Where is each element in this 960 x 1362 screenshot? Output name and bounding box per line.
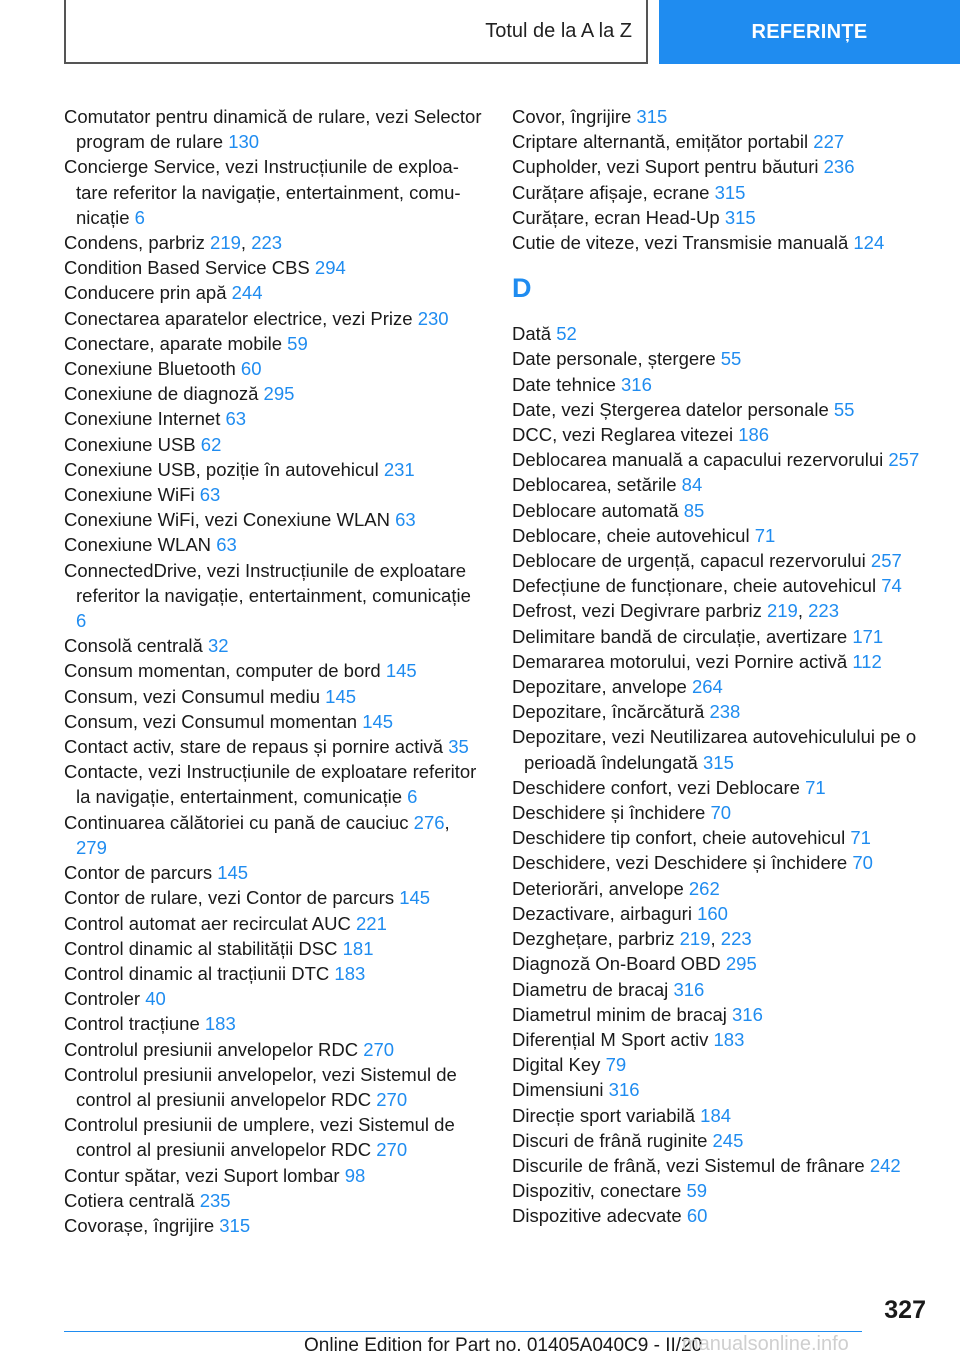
page-ref-link[interactable]: 223 bbox=[720, 928, 752, 950]
page-ref-link[interactable]: 257 bbox=[870, 550, 902, 572]
index-entry bbox=[512, 180, 932, 205]
index-entry bbox=[64, 457, 484, 482]
page-ref-link[interactable]: 316 bbox=[732, 1003, 763, 1025]
index-entry bbox=[512, 977, 932, 1002]
page-ref-link[interactable]: 230 bbox=[417, 307, 449, 329]
index-entry bbox=[64, 1011, 484, 1036]
page-ref-link[interactable]: 62 bbox=[200, 433, 222, 455]
index-entry bbox=[64, 356, 484, 381]
page-number: 327 bbox=[884, 1296, 926, 1324]
entry-term: Dezghețare, parbriz bbox=[512, 928, 675, 950]
entry-term: Consum, vezi Consumul mediu bbox=[64, 685, 321, 707]
page-ref-link[interactable]: 71 bbox=[805, 776, 826, 798]
entry-term: Covor, îngrijire bbox=[512, 106, 632, 127]
entry-term: Deblocare, cheie autovehicul bbox=[512, 524, 750, 546]
entry-term: Dimensiuni bbox=[512, 1079, 604, 1101]
entry-term: Curățare, ecran Head-Up bbox=[512, 206, 720, 228]
page-ref-link[interactable]: 183 bbox=[334, 962, 366, 984]
entry-term: Control dinamic al tracțiunii DTC bbox=[64, 962, 330, 984]
index-entry bbox=[512, 1002, 932, 1027]
entry-term: Controlul presiunii de umplere, vezi Sistemul de control al presiunii anvelopelor RDC bbox=[64, 1114, 455, 1161]
index-entry bbox=[512, 129, 932, 154]
entry-term: Diagnoză On-Board OBD bbox=[512, 953, 721, 975]
index-entry bbox=[64, 1213, 484, 1238]
index-entry bbox=[512, 775, 932, 800]
page-ref-link[interactable]: 145 bbox=[362, 710, 394, 732]
index-group-c-continued bbox=[512, 104, 932, 255]
entry-term: Contor de parcurs bbox=[64, 862, 213, 884]
index-entry bbox=[512, 472, 932, 497]
page-ref-link[interactable]: 276 bbox=[413, 811, 445, 833]
page-ref-link[interactable]: 219 bbox=[679, 928, 711, 950]
entry-term: Direcție sport variabilă bbox=[512, 1104, 696, 1126]
entry-term: Cupholder, vezi Suport pentru băuturi bbox=[512, 156, 819, 178]
entry-term: Covorașe, îngrijire bbox=[64, 1214, 215, 1236]
entry-term: Deblocarea manuală a capacului rezervorului bbox=[512, 449, 884, 471]
page-ref-link[interactable]: 55 bbox=[833, 398, 855, 420]
index-entry bbox=[512, 1077, 932, 1102]
index-entry bbox=[512, 447, 932, 472]
page-ref-link[interactable]: 238 bbox=[709, 701, 741, 723]
entry-term: Conexiune WiFi bbox=[64, 484, 195, 506]
entry-term: Conectare, aparate mobile bbox=[64, 332, 283, 354]
page-ref-link[interactable]: 235 bbox=[199, 1189, 231, 1211]
page-ref-link[interactable]: 145 bbox=[385, 660, 417, 682]
index-entry: Defrost, vezi Degivrare parbriz 219, 223 bbox=[512, 600, 840, 622]
index-entry bbox=[64, 507, 484, 532]
page-ref-link[interactable]: 270 bbox=[376, 1088, 408, 1110]
index-group-d bbox=[512, 321, 932, 1228]
page-ref-link[interactable]: 279 bbox=[76, 836, 107, 858]
entry-term: Dispozitive adecvate bbox=[512, 1205, 682, 1227]
index-entry bbox=[64, 532, 484, 557]
page-ref-link[interactable]: 181 bbox=[342, 937, 374, 959]
index-entry bbox=[512, 674, 932, 699]
page-ref-link[interactable]: 6 bbox=[76, 610, 87, 632]
entry-term: Condition Based Service CBS bbox=[64, 257, 310, 279]
page-ref-link[interactable]: 63 bbox=[199, 484, 221, 506]
page-ref-link[interactable]: 145 bbox=[217, 862, 249, 884]
index-entry bbox=[64, 911, 484, 936]
entry-term: Controlul presiunii anvelopelor RDC bbox=[64, 1038, 359, 1060]
index-entry bbox=[64, 306, 484, 331]
watermark: manualsonline.info bbox=[682, 1333, 849, 1355]
page-ref-link[interactable]: 270 bbox=[363, 1038, 395, 1060]
index-entry bbox=[64, 1112, 484, 1162]
index-entry bbox=[64, 1037, 484, 1062]
footer-divider bbox=[64, 1331, 862, 1332]
page-ref-link[interactable]: 55 bbox=[720, 348, 742, 370]
page-ref-link[interactable]: 315 bbox=[714, 181, 746, 203]
page-ref-link[interactable]: 223 bbox=[251, 232, 283, 254]
entry-term: ConnectedDrive, vezi Instrucțiunile de exploatare referitor la navigație, entertainment, comunicație bbox=[64, 559, 471, 606]
page-ref-link[interactable]: 84 bbox=[681, 474, 703, 496]
entry-term: Consum momentan, computer de bord bbox=[64, 660, 381, 682]
entry-term: Control automat aer recirculat AUC bbox=[64, 912, 351, 934]
entry-term: Conducere prin apă bbox=[64, 282, 227, 304]
entry-term: Date personale, ștergere bbox=[512, 348, 716, 370]
page-ref-link[interactable]: 219 bbox=[766, 600, 798, 622]
index-entry bbox=[512, 422, 932, 447]
index-entry bbox=[512, 1052, 932, 1077]
page-ref-link[interactable]: 186 bbox=[738, 424, 770, 446]
entry-term: Continuarea călătoriei cu pană de cauciuc bbox=[64, 811, 409, 833]
page-ref-link[interactable]: 315 bbox=[703, 751, 734, 773]
page-ref-link[interactable]: 244 bbox=[231, 282, 263, 304]
entry-term: Deblocare automată bbox=[512, 499, 679, 521]
entry-term: Dezactivare, airbaguri bbox=[512, 902, 692, 924]
entry-term: Date tehnice bbox=[512, 373, 616, 395]
page-ref-link[interactable]: 59 bbox=[287, 332, 308, 354]
page-ref-link[interactable]: 145 bbox=[399, 887, 431, 909]
page-ref-link[interactable]: 98 bbox=[344, 1164, 366, 1186]
entry-term: Comutator pentru dinamică de rulare, vezi Selector program de rulare bbox=[64, 106, 482, 153]
index-entry bbox=[512, 1103, 932, 1128]
page-ref-link[interactable]: 74 bbox=[881, 575, 902, 597]
entry-term: Conexiune USB bbox=[64, 433, 196, 455]
entry-term: Conexiune USB, poziție în autovehicul bbox=[64, 458, 379, 480]
index-entry: Condens, parbriz 219, 223 bbox=[64, 232, 283, 254]
page-ref-link[interactable]: 6 bbox=[134, 206, 145, 228]
page-ref-link[interactable]: 59 bbox=[686, 1180, 708, 1202]
entry-term: Concierge Service, vezi Instrucțiunile de exploatare referitor la navigație, entertainment, comunicație bbox=[64, 156, 461, 228]
page-ref-link[interactable]: 315 bbox=[636, 106, 668, 127]
section-letter: D bbox=[512, 273, 532, 304]
page-ref-link[interactable]: 264 bbox=[691, 676, 723, 698]
entry-term: Date, vezi Ștergerea datelor personale bbox=[512, 398, 829, 420]
page-ref-link[interactable]: 79 bbox=[605, 1054, 627, 1076]
entry-term: Conexiune WiFi, vezi Conexiune WLAN bbox=[64, 509, 390, 531]
index-entry bbox=[512, 523, 932, 548]
entry-term: Consum, vezi Consumul momentan bbox=[64, 710, 358, 732]
entry-term: Contacte, vezi Instrucțiunile de exploatare referitor la navigație, entertainment, comunicație bbox=[64, 761, 477, 808]
page-ref-link[interactable]: 242 bbox=[869, 1154, 901, 1176]
entry-term: Depozitare, vezi Neutilizarea autovehiculului pe o perioadă îndelungată bbox=[512, 726, 917, 773]
entry-term: Contur spătar, vezi Suport lombar bbox=[64, 1164, 340, 1186]
index-entry bbox=[512, 800, 932, 825]
entry-term: Diametru de bracaj bbox=[512, 978, 669, 1000]
entry-term: Delimitare bandă de circulație, avertizare bbox=[512, 625, 848, 647]
entry-term: Conexiune WLAN bbox=[64, 534, 212, 556]
entry-term: Discuri de frână ruginite bbox=[512, 1129, 708, 1151]
entry-term: Control dinamic al stabilității DSC bbox=[64, 937, 338, 959]
index-entry bbox=[512, 724, 932, 774]
header-section-title bbox=[64, 0, 648, 64]
entry-term: Dată bbox=[512, 323, 552, 345]
entry-term: Consolă centrală bbox=[64, 635, 203, 657]
index-entry bbox=[64, 986, 484, 1011]
index-entry bbox=[64, 936, 484, 961]
index-entry bbox=[64, 658, 484, 683]
index-entry bbox=[64, 961, 484, 986]
index-entry bbox=[512, 1153, 932, 1178]
index-entry bbox=[512, 1178, 932, 1203]
page-ref-link[interactable]: 257 bbox=[888, 449, 920, 471]
entry-term: Deschidere confort, vezi Deblocare bbox=[512, 776, 800, 798]
entry-term: Conexiune Bluetooth bbox=[64, 358, 236, 380]
page-ref-link[interactable]: 295 bbox=[263, 383, 295, 405]
index-entry bbox=[64, 432, 484, 457]
index-entry bbox=[64, 381, 484, 406]
index-entry bbox=[512, 573, 932, 598]
index-entry bbox=[64, 482, 484, 507]
entry-term: Controler bbox=[64, 988, 141, 1010]
index-entry bbox=[512, 825, 932, 850]
entry-term: Criptare alternantă, emițător portabil bbox=[512, 131, 809, 153]
page-ref-link[interactable]: 223 bbox=[808, 600, 840, 622]
index-entry bbox=[64, 1163, 484, 1188]
index-entry bbox=[512, 154, 932, 179]
page-ref-link[interactable]: 60 bbox=[686, 1205, 708, 1227]
entry-term: Digital Key bbox=[512, 1054, 601, 1076]
index-entry bbox=[512, 548, 932, 573]
page-ref-link[interactable]: 52 bbox=[556, 323, 577, 345]
entry-term: Contact activ, stare de repaus și pornire activă bbox=[64, 736, 444, 758]
index-entry bbox=[64, 406, 484, 431]
page-ref-link[interactable]: 236 bbox=[823, 156, 855, 178]
page-ref-link[interactable]: 145 bbox=[325, 685, 357, 707]
page-ref-link[interactable]: 130 bbox=[228, 131, 260, 153]
index-entry bbox=[64, 1062, 484, 1112]
index-entry bbox=[64, 1188, 484, 1213]
index-entry bbox=[64, 633, 484, 658]
entry-term: Deschidere, vezi Deschidere și închidere bbox=[512, 852, 848, 874]
page-ref-link[interactable]: 315 bbox=[724, 206, 756, 228]
entry-term: Cutie de viteze, vezi Transmisie manuală bbox=[512, 232, 849, 254]
page-ref-link[interactable]: 294 bbox=[314, 257, 346, 279]
index-entry bbox=[512, 205, 932, 230]
page-ref-link[interactable]: 171 bbox=[852, 625, 884, 647]
page-ref-link[interactable]: 316 bbox=[608, 1079, 640, 1101]
index-entry bbox=[512, 876, 932, 901]
index-entry bbox=[64, 684, 484, 709]
page-ref-link[interactable]: 227 bbox=[813, 131, 845, 153]
page-ref-link[interactable]: 262 bbox=[688, 877, 720, 899]
page-ref-link[interactable]: 316 bbox=[621, 373, 652, 395]
entry-term: Deschidere tip confort, cheie autovehicul bbox=[512, 827, 846, 849]
page-ref-link[interactable]: 63 bbox=[395, 509, 416, 531]
page-ref-link[interactable]: 245 bbox=[712, 1129, 744, 1151]
index-entry bbox=[512, 1203, 932, 1228]
index-entry bbox=[64, 154, 484, 230]
page-ref-link[interactable]: 183 bbox=[713, 1028, 745, 1050]
page-ref-link[interactable]: 184 bbox=[700, 1104, 732, 1126]
index-entry bbox=[64, 860, 484, 885]
entry-term: Deschidere și închidere bbox=[512, 802, 706, 824]
index-entry bbox=[512, 624, 932, 649]
entry-term: Contor de rulare, vezi Contor de parcurs bbox=[64, 887, 395, 909]
index-entry bbox=[512, 699, 932, 724]
page-ref-link[interactable]: 32 bbox=[207, 635, 229, 657]
page-ref-link[interactable]: 6 bbox=[407, 786, 418, 808]
entry-term: Defecțiune de funcționare, cheie autovehicul bbox=[512, 575, 877, 597]
page-ref-link[interactable]: 71 bbox=[754, 524, 776, 546]
page-ref-link[interactable]: 85 bbox=[683, 499, 705, 521]
index-column-left bbox=[64, 104, 484, 1238]
entry-term: Deblocare de urgență, capacul rezervorului bbox=[512, 550, 866, 572]
index-entry bbox=[64, 255, 484, 280]
page-ref-link[interactable]: 63 bbox=[216, 534, 237, 556]
page-ref-link[interactable]: 112 bbox=[852, 650, 882, 672]
page-ref-link[interactable]: 70 bbox=[852, 852, 873, 874]
index-entry bbox=[64, 104, 484, 154]
entry-term: Diametrul minim de bracaj bbox=[512, 1003, 727, 1025]
index-column-right bbox=[512, 104, 932, 1229]
index-entry bbox=[64, 331, 484, 356]
index-entry bbox=[512, 230, 932, 255]
entry-term: Dispozitiv, conectare bbox=[512, 1180, 682, 1202]
index-entry bbox=[512, 1027, 932, 1052]
page-ref-link[interactable]: 316 bbox=[673, 978, 705, 1000]
entry-term: Conexiune de diagnoză bbox=[64, 383, 259, 405]
page-ref-link[interactable]: 124 bbox=[853, 232, 885, 254]
entry-term: Defrost, vezi Degivrare parbriz bbox=[512, 600, 762, 622]
page-ref-link[interactable]: 71 bbox=[850, 827, 871, 849]
index-entry bbox=[64, 885, 484, 910]
entry-term: Deteriorări, anvelope bbox=[512, 877, 684, 899]
index-entry bbox=[512, 1128, 932, 1153]
tab-label: REFERINȚE bbox=[751, 20, 868, 43]
index-entry bbox=[512, 901, 932, 926]
index-entry bbox=[512, 951, 932, 976]
page-ref-link[interactable]: 35 bbox=[448, 736, 469, 758]
index-entry bbox=[64, 558, 484, 634]
index-entry bbox=[512, 850, 932, 875]
index-entry bbox=[512, 346, 932, 371]
entry-term: Conectarea aparatelor electrice, vezi Prize bbox=[64, 307, 413, 329]
entry-term: Discurile de frână, vezi Sistemul de frânare bbox=[512, 1154, 865, 1176]
page-ref-link[interactable]: 221 bbox=[356, 912, 387, 934]
entry-term: Depozitare, încărcătură bbox=[512, 701, 705, 723]
index-entry bbox=[512, 104, 932, 129]
index-entry bbox=[64, 280, 484, 305]
page-ref-link[interactable]: 70 bbox=[710, 802, 732, 824]
page-ref-link[interactable]: 60 bbox=[240, 358, 262, 380]
index-entry: Dezghețare, parbriz 219, 223 bbox=[512, 928, 752, 950]
index-entry bbox=[64, 734, 484, 759]
page-ref-link[interactable]: 183 bbox=[204, 1013, 236, 1035]
entry-term: Conexiune Internet bbox=[64, 408, 221, 430]
index-entry bbox=[512, 372, 932, 397]
index-entry bbox=[64, 759, 484, 809]
section-title-text: Totul de la A la Z bbox=[485, 19, 632, 42]
entry-term: Control tracțiune bbox=[64, 1013, 200, 1035]
entry-term: Deblocarea, setările bbox=[512, 474, 677, 496]
entry-term: DCC, vezi Reglarea vitezei bbox=[512, 424, 734, 446]
footer-edition-text: Online Edition for Part no. 01405A040C9 - II/20 bbox=[304, 1335, 703, 1356]
entry-term: Controlul presiunii anvelopelor, vezi Sistemul de control al presiunii anvelopelor RDC bbox=[64, 1063, 457, 1110]
entry-term: Depozitare, anvelope bbox=[512, 676, 687, 698]
page-ref-link[interactable]: 160 bbox=[697, 902, 728, 924]
page-ref-link[interactable]: 295 bbox=[725, 953, 757, 975]
entry-term: Condens, parbriz bbox=[64, 232, 205, 254]
entry-term: Curățare afișaje, ecrane bbox=[512, 181, 710, 203]
entry-term: Diferențial M Sport activ bbox=[512, 1028, 709, 1050]
index-entry: Continuarea călătoriei cu pană de cauciuc 276, 279 bbox=[64, 811, 450, 858]
index-entry bbox=[64, 709, 484, 734]
index-entry bbox=[512, 397, 932, 422]
page-ref-link[interactable]: 219 bbox=[210, 232, 241, 254]
index-entry bbox=[512, 498, 932, 523]
index-entry bbox=[512, 321, 932, 346]
page-ref-link[interactable]: 40 bbox=[145, 988, 166, 1010]
entry-term: Demararea motorului, vezi Pornire activă bbox=[512, 650, 848, 672]
header-tab-references[interactable] bbox=[659, 0, 960, 64]
page-ref-link[interactable]: 315 bbox=[219, 1214, 251, 1236]
page-ref-link[interactable]: 63 bbox=[225, 408, 247, 430]
entry-term: Cotiera centrală bbox=[64, 1189, 195, 1211]
page-ref-link[interactable]: 231 bbox=[383, 458, 415, 480]
index-entry bbox=[512, 649, 932, 674]
page-ref-link[interactable]: 270 bbox=[376, 1139, 408, 1161]
